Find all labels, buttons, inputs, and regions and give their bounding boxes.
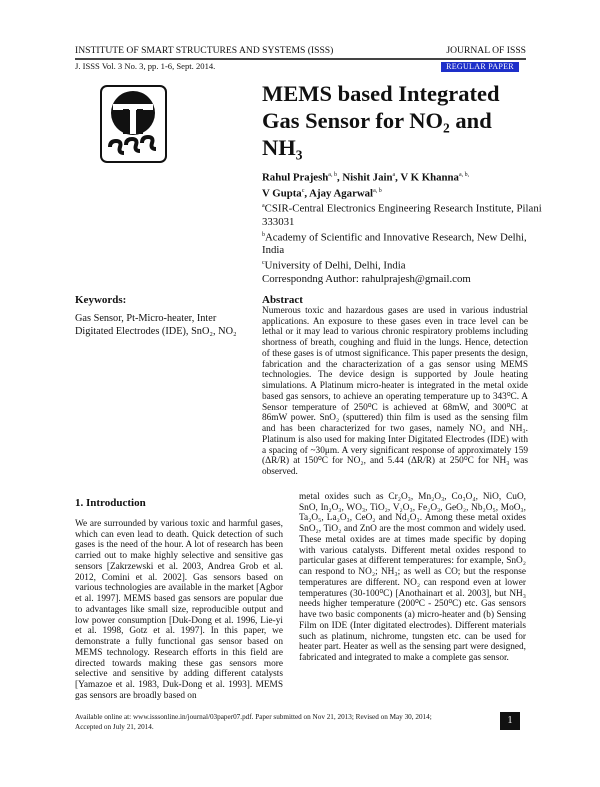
keywords-abstract-row <box>75 294 528 478</box>
introduction-column-1: We are surrounded by various toxic and harmful gases, which can even lead to death. Quick detection of such gases is the need of the hour. A lot of research has been carried out to make highly selective and sensitive gas sensors [Zakrzewski et al. 2003, Andrea Grob et al. 2012, Comini et al. 2002]. Gas sensors based on various technologies are available in the market [Agbor et al. 1997]. MEMS based gas sensors are popular due to advantages like small size, reproducible output and low power consumption [Duk-Dong et al. 1996, Lie-yi et al. 1998, Gotz et al. 1997]. In this paper, we demonstrate a fully functional gas sensor based on MEMS technology. Research efforts in this field are directed towards making these gas sensors more selective and sensitive by adding different catalysts [Yamazoe et al. 1983, Duk-Dong et al. 1993]. MEMS gas sensors are broadly based on <box>75 518 283 701</box>
author-line <box>262 185 542 201</box>
affiliation-mark: a <box>392 172 396 178</box>
abstract-cell <box>262 294 528 478</box>
author-name: V Gupta <box>262 187 302 200</box>
affiliation-mark: a, b <box>328 172 337 178</box>
affiliation-mark: a, b, <box>458 172 470 178</box>
affiliation-text: Academy of Scientific and Innovative Research, New Delhi, India <box>262 231 527 257</box>
title-row <box>75 80 542 286</box>
paper-title: MEMS based Integrated Gas Sensor for NO₂ and NH₃ <box>262 81 500 160</box>
author-name: Rahul Prajesh <box>262 171 329 184</box>
keywords-cell <box>75 294 262 478</box>
affiliation-mark: c <box>262 260 265 267</box>
affiliation-c <box>262 257 542 273</box>
author-block <box>262 169 542 286</box>
author-name: , V K Khanna <box>395 171 459 184</box>
author-line <box>262 169 542 185</box>
introduction-left-column <box>75 492 283 702</box>
paper-type-badge: REGULAR PAPER <box>441 62 519 72</box>
keywords-heading: Keywords: <box>75 293 127 306</box>
footer-availability: Available online at: www.isssonline.in/journal/03paper07.pdf. Paper submitted on Nov 21, 2013; Revised on May 30, 2014; <box>75 712 432 721</box>
affiliation-mark: b <box>262 231 265 238</box>
corresponding-author: Correspondng Author: rahulprajesh@gmail.com <box>262 272 471 285</box>
institute-name: INSTITUTE OF SMART STRUCTURES AND SYSTEMS (ISSS) <box>75 45 334 56</box>
citation: J. ISSS Vol. 3 No. 3, pp. 1-6, Sept. 2014. <box>75 61 216 71</box>
affiliation-text: University of Delhi, Delhi, India <box>264 259 406 272</box>
affiliation-mark: a <box>262 203 265 210</box>
keywords-text: Gas Sensor, Pt-Micro-heater, Inter Digitated Electrodes (IDE), SnO₂, NO₂ <box>75 312 237 337</box>
affiliation-text: CSIR-Central Electronics Engineering Research Institute, Pilani 333031 <box>262 202 542 228</box>
isss-logo <box>100 85 167 163</box>
logo-cell <box>75 80 262 286</box>
title-cell <box>262 80 542 286</box>
affiliation-mark: c <box>301 187 305 194</box>
affiliation-b <box>262 229 542 258</box>
abstract-heading: Abstract <box>262 293 303 306</box>
author-name: , Nishit Jain <box>336 171 393 184</box>
abstract-text: Numerous toxic and hazardous gases are used in various industrial applications. An exposure to these gases even in trace level can be lethal or it may lead to various chronic respiratory problems including shortness of breath, coughing and fluid in the lungs. Hence, detection of these gases is of utmost significance. This paper presents the design, fabrication and the characterization of a gas sensor using MEMS technologies. The device design is supported by Joule heating simulations. A Platinum micro-heater is integrated in the metal oxide based gas sensors, to achieve an operating temperature up to 343⁰C. A Sensor temperature of 250⁰C is achieved at 68mW, and 300⁰C at 86mW power. SnO₂ (sputtered) thin film is used as the sensing film and has been characterized for two gases, namely NO₂ and NH₃. Platinum is also used for making Inter Digitated Electrodes (IDE) with a spacing of ~30μm. A very significant response of approximately 159 (ΔR/R) at 150⁰C for NO₂, and 5.44 (ΔR/R) at 250⁰C for NH₃ was observed. <box>262 305 528 478</box>
page-number: 1 <box>500 712 520 730</box>
author-name: , Ajay Agarwal <box>304 187 374 200</box>
journal-name: JOURNAL OF ISSS <box>446 45 526 56</box>
introduction-row <box>75 492 528 702</box>
footer-accepted: Accepted on July 21, 2014. <box>75 722 154 731</box>
footer-row <box>75 712 520 732</box>
introduction-right-column <box>299 492 526 702</box>
introduction-heading: 1. Introduction <box>75 496 146 509</box>
affiliation-mark: a, b <box>373 187 382 194</box>
footer-note <box>75 712 475 732</box>
introduction-column-2: metal oxides such as Cr₂O₃, Mn₂O₃, Co₃O₄, NiO, CuO, SnO, In₂O₃, WO₃, TiO₂, V₂O₃, Fe₂O₃, GeO₂, Nb₂O₅, MoO₃, Ta₂O₅, La₂O₃, CeO₂ and Nd₂O₃. Among these metal oxides SnO₂, TiO₂ and ZnO are the most common and widely used. These metal oxides are at times made specific by doping with various catalysts. Different metal oxides respond to particular gases at different temperatures: for example, SnO₂ can respond to NO₂; NH₃; as well as CO; but the response temperatures are different. NO₂ can respond even at lower temperatures (30-100⁰C) [Anothainart et al. 2003], but NH₃ needs higher temperature (200⁰C - 250⁰C) etc. Gas sensors have two basic components (a) micro-heater and (b) Sensing Film on IDE (Inter digitated electrodes). Different materials such as platinum, nichrome, tungsten etc. can be used for heater part. Heater as well as the sensing part were designed, fabricated and integrated to make a complete gas sensor. <box>299 491 526 664</box>
affiliation-a <box>262 200 542 229</box>
